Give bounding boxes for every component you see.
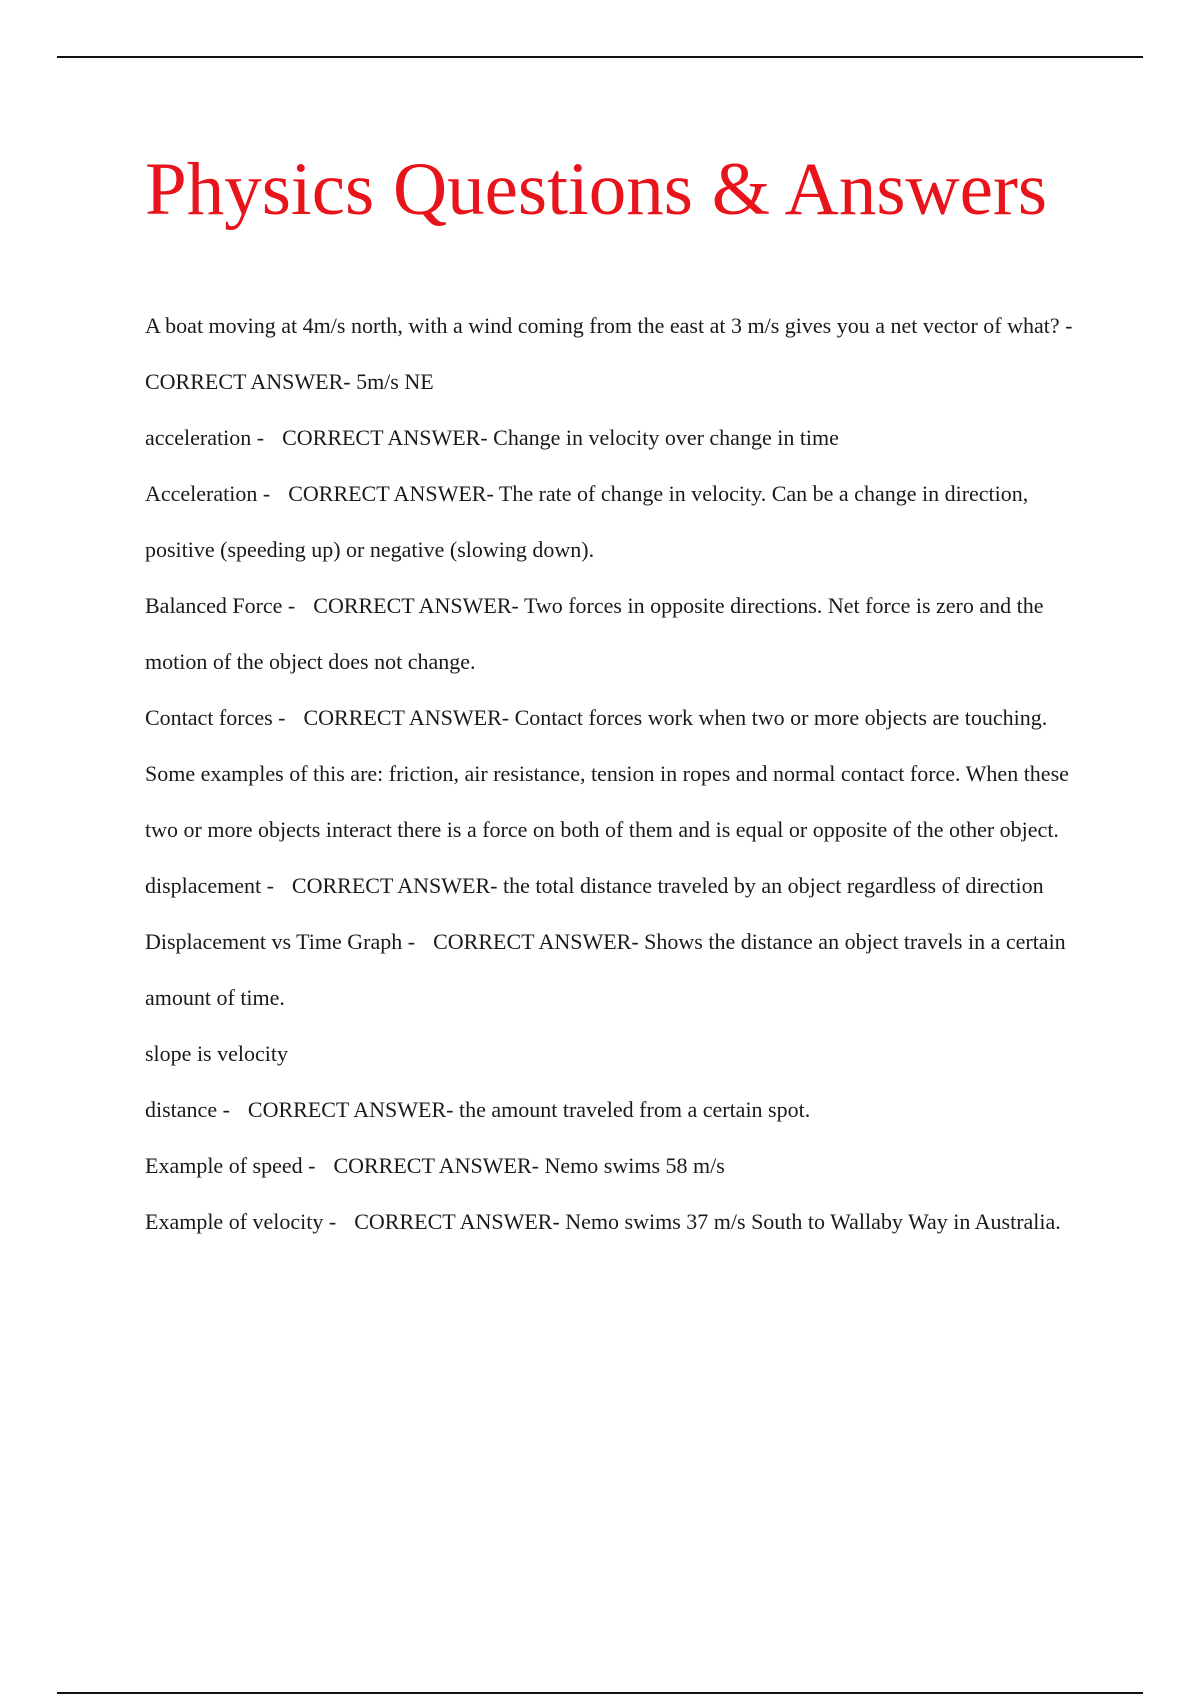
answer-prefix: CORRECT ANSWER- — [291, 873, 498, 898]
bottom-rule — [57, 1692, 1143, 1694]
qa-item — [145, 690, 1095, 858]
answer-text: Shows the distance an object travels in a certain amount of time. — [145, 929, 1066, 1010]
question-text: Example of velocity - — [145, 1209, 337, 1234]
qa-item — [145, 578, 1095, 690]
answer-prefix: CORRECT ANSWER- — [333, 1153, 539, 1178]
qa-item — [145, 1194, 1095, 1250]
qa-item — [145, 1138, 1095, 1194]
answer-prefix: CORRECT ANSWER- — [247, 1097, 454, 1122]
qa-item — [145, 466, 1095, 578]
question-text: acceleration - — [145, 425, 265, 450]
answer-prefix: CORRECT ANSWER- — [354, 1209, 560, 1234]
answer-text: Two forces in opposite directions. Net force is zero and the motion of the object does not change. — [145, 593, 1044, 674]
answer-text: Nemo swims 37 m/s South to Wallaby Way in Australia. — [565, 1209, 1061, 1234]
answer-prefix: CORRECT ANSWER- — [145, 369, 351, 394]
answer-prefix: CORRECT ANSWER- — [303, 705, 510, 730]
answer-prefix: CORRECT ANSWER- — [282, 425, 488, 450]
answer-text: 5m/s NE — [356, 369, 434, 394]
qa-item — [145, 914, 1095, 1026]
note-text: slope is velocity — [145, 1041, 288, 1066]
qa-item — [145, 1082, 1095, 1138]
answer-text: Change in velocity over change in time — [493, 425, 839, 450]
answer-text: Contact forces work when two or more objects are touching. Some examples of this are: friction, air resistance, tension in ropes and normal contact force. When these two or more objects interact there is a force on both of them and is equal or opposite of the other object. — [145, 705, 1069, 842]
answer-text: Nemo swims 58 m/s — [544, 1153, 725, 1178]
question-text: displacement - — [145, 873, 274, 898]
question-text: Displacement vs Time Graph - — [145, 929, 416, 954]
top-rule — [57, 56, 1143, 58]
question-text: distance - — [145, 1097, 230, 1122]
answer-text: the total distance traveled by an object regardless of direction — [502, 873, 1044, 898]
qa-item — [145, 410, 1095, 466]
qa-list — [145, 298, 1095, 1250]
question-text: Contact forces - — [145, 705, 286, 730]
answer-prefix: CORRECT ANSWER- — [433, 929, 639, 954]
question-text: Example of speed - — [145, 1153, 316, 1178]
answer-text: the amount traveled from a certain spot. — [458, 1097, 811, 1122]
question-text: Acceleration - — [145, 481, 271, 506]
page-title: Physics Questions & Answers — [145, 148, 1048, 231]
qa-item — [145, 858, 1095, 914]
qa-item — [145, 298, 1095, 410]
answer-prefix: CORRECT ANSWER- — [313, 593, 519, 618]
question-text: A boat moving at 4m/s north, with a wind coming from the east at 3 m/s gives you a net vector of what? - — [145, 313, 1073, 338]
question-text: Balanced Force - — [145, 593, 296, 618]
answer-text: The rate of change in velocity. Can be a change in direction, positive (speeding up) or negative (slowing down). — [145, 481, 1029, 562]
qa-item-note — [145, 1026, 1095, 1082]
answer-prefix: CORRECT ANSWER- — [288, 481, 494, 506]
